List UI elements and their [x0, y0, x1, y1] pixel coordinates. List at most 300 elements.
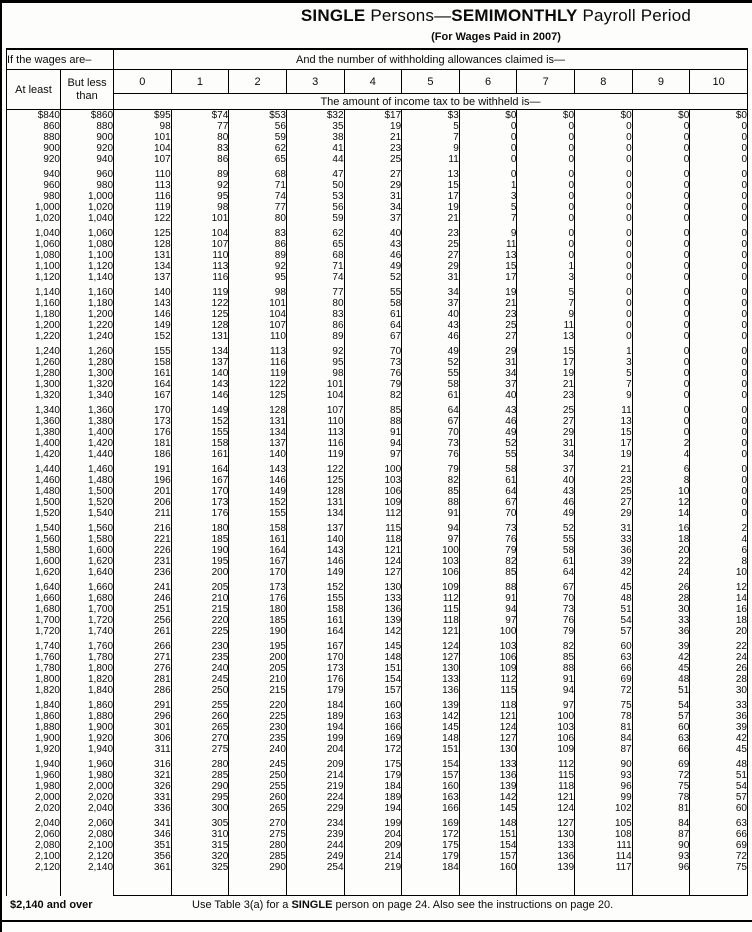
tax-value-cell: 67: [517, 582, 575, 593]
tax-value-cell: 10: [632, 486, 690, 497]
wage-but-less-cell: 1,040: [61, 213, 114, 224]
tax-value-cell: 112: [402, 593, 460, 604]
tax-value-cell: 0: [690, 331, 748, 342]
tax-value-cell: 261: [114, 626, 172, 637]
tax-value-cell: 84: [632, 818, 690, 829]
table-row: [7, 250, 748, 261]
wage-but-less-cell: 1,300: [61, 368, 114, 379]
tax-value-cell: 246: [114, 593, 172, 604]
tax-value-cell: 270: [171, 733, 229, 744]
wage-at-least-cell: 1,020: [34, 213, 60, 224]
tax-value-cell: 176: [171, 508, 229, 519]
wage-but-less-cell: 1,420: [61, 438, 114, 449]
tax-value-cell: 151: [459, 829, 517, 840]
tax-value-cell: $74: [171, 110, 229, 122]
tax-value-cell: 134: [114, 261, 172, 272]
table-body: [7, 110, 748, 896]
tax-value-cell: 25: [517, 405, 575, 416]
tax-value-cell: 0: [575, 213, 633, 224]
tax-value-cell: 0: [575, 309, 633, 320]
tax-value-cell: 0: [690, 191, 748, 202]
wage-but-less-cell: 1,080: [61, 239, 114, 250]
table-row: [7, 744, 748, 755]
wage-at-least-cell: 1,540: [34, 523, 60, 534]
tax-value-cell: 5: [517, 287, 575, 298]
tax-value-cell: 133: [344, 593, 402, 604]
tax-value-cell: 146: [171, 390, 229, 401]
tax-value-cell: 0: [690, 180, 748, 191]
tax-value-cell: 291: [114, 700, 172, 711]
tax-value-cell: 77: [286, 287, 344, 298]
tax-value-cell: 113: [171, 261, 229, 272]
tax-value-cell: 216: [114, 523, 172, 534]
tax-value-cell: 37: [517, 464, 575, 475]
tax-value-cell: 200: [229, 652, 287, 663]
tax-value-cell: 0: [690, 475, 748, 486]
tax-value-cell: 134: [229, 427, 287, 438]
tax-value-cell: 234: [286, 818, 344, 829]
table-row: [7, 652, 748, 663]
allowance-col-header: 7: [517, 70, 575, 94]
tax-value-cell: 134: [171, 346, 229, 357]
tax-value-cell: 30: [690, 685, 748, 696]
wage-but-less-cell: 1,780: [61, 652, 114, 663]
tax-value-cell: 66: [575, 663, 633, 674]
tax-value-cell: 251: [114, 604, 172, 615]
table-row: [7, 449, 748, 460]
tax-value-cell: 128: [286, 486, 344, 497]
tax-value-cell: 51: [690, 770, 748, 781]
tax-value-cell: 166: [402, 803, 460, 814]
tax-value-cell: 56: [229, 121, 287, 132]
tax-value-cell: 106: [402, 567, 460, 578]
tax-value-cell: 73: [344, 357, 402, 368]
tax-value-cell: 189: [286, 711, 344, 722]
tax-value-cell: 12: [690, 582, 748, 593]
tax-value-cell: 21: [517, 379, 575, 390]
tax-value-cell: 140: [171, 368, 229, 379]
tax-value-cell: 199: [286, 733, 344, 744]
tax-value-cell: 82: [402, 475, 460, 486]
tax-value-cell: 175: [344, 759, 402, 770]
tax-value-cell: 0: [690, 390, 748, 401]
tax-value-cell: 157: [402, 770, 460, 781]
wage-at-least-cell: 1,260: [34, 357, 60, 368]
tax-value-cell: 40: [517, 475, 575, 486]
tax-value-cell: 152: [114, 331, 172, 342]
tax-value-cell: 0: [690, 368, 748, 379]
wage-but-less-cell: 1,020: [61, 202, 114, 213]
tax-value-cell: 125: [171, 309, 229, 320]
allowances-group-header: And the number of withholding allowances claimed is—: [114, 49, 748, 70]
tax-value-cell: 155: [171, 427, 229, 438]
tax-value-cell: 124: [517, 803, 575, 814]
table-row: [7, 674, 748, 685]
tax-value-cell: 75: [690, 862, 748, 873]
tax-value-cell: 220: [171, 615, 229, 626]
tax-value-cell: 145: [344, 641, 402, 652]
wage-at-least-cell: 1,600: [34, 556, 60, 567]
tax-value-cell: 17: [575, 438, 633, 449]
table-row: [7, 438, 748, 449]
tax-value-cell: 3: [517, 272, 575, 283]
tax-value-cell: 122: [171, 298, 229, 309]
table-row: [7, 298, 748, 309]
footer-note-post: person on page 24. Also see the instructions on page 20.: [332, 899, 614, 911]
tax-value-cell: 48: [690, 759, 748, 770]
tax-value-cell: 128: [171, 320, 229, 331]
table-row: [7, 416, 748, 427]
tax-value-cell: 31: [344, 191, 402, 202]
tax-value-cell: 0: [575, 169, 633, 180]
tax-value-cell: 249: [286, 851, 344, 862]
tax-value-cell: 36: [632, 626, 690, 637]
block-spacer-cell: [171, 873, 229, 896]
footer-note: [192, 899, 613, 911]
tax-value-cell: 57: [632, 711, 690, 722]
tax-value-cell: 48: [632, 674, 690, 685]
table-row: [7, 711, 748, 722]
tax-value-cell: 25: [402, 239, 460, 250]
tax-value-cell: 90: [575, 759, 633, 770]
tax-value-cell: 79: [344, 379, 402, 390]
tax-value-cell: 0: [690, 357, 748, 368]
tax-value-cell: 74: [229, 191, 287, 202]
tax-value-cell: 31: [402, 272, 460, 283]
tax-value-cell: 320: [171, 851, 229, 862]
tax-value-cell: 210: [171, 593, 229, 604]
wage-but-less-cell: 1,640: [61, 567, 114, 578]
tax-value-cell: 136: [459, 770, 517, 781]
tax-value-cell: 185: [229, 615, 287, 626]
tax-value-cell: 149: [171, 405, 229, 416]
tax-value-cell: 0: [690, 309, 748, 320]
tax-value-cell: 100: [402, 545, 460, 556]
tax-value-cell: 266: [114, 641, 172, 652]
wage-at-least-cell: 1,120: [34, 272, 60, 283]
tax-value-cell: 0: [690, 228, 748, 239]
tax-value-cell: 173: [114, 416, 172, 427]
tax-value-cell: 205: [229, 663, 287, 674]
tax-value-cell: 48: [575, 593, 633, 604]
tax-value-cell: 21: [402, 213, 460, 224]
tax-value-cell: 55: [402, 368, 460, 379]
tax-value-cell: $0: [575, 110, 633, 122]
tax-value-cell: 49: [517, 508, 575, 519]
table-row: [7, 379, 748, 390]
tax-value-cell: 128: [114, 239, 172, 250]
wage-at-least-cell: 1,440: [34, 464, 60, 475]
tax-value-cell: 101: [229, 298, 287, 309]
table-row: [7, 663, 748, 674]
tax-value-cell: 93: [575, 770, 633, 781]
tax-value-cell: 33: [632, 615, 690, 626]
tax-value-cell: 57: [690, 792, 748, 803]
tax-value-cell: 331: [114, 792, 172, 803]
scan-top-edge: [0, 0, 752, 3]
tax-value-cell: 40: [344, 228, 402, 239]
tax-value-cell: 0: [690, 464, 748, 475]
tax-value-cell: 0: [632, 331, 690, 342]
tax-value-cell: 4: [632, 449, 690, 460]
tax-value-cell: 2: [690, 523, 748, 534]
tax-value-cell: 9: [517, 309, 575, 320]
tax-value-cell: 13: [459, 250, 517, 261]
table-row: [7, 427, 748, 438]
tax-value-cell: 99: [575, 792, 633, 803]
wage-at-least-cell: $840: [37, 110, 60, 121]
table-row: [7, 475, 748, 486]
tax-value-cell: 61: [517, 556, 575, 567]
wage-at-least-cell: 860: [43, 121, 60, 132]
tax-value-cell: 224: [286, 792, 344, 803]
tax-value-cell: 94: [402, 523, 460, 534]
tax-value-cell: 55: [517, 534, 575, 545]
tax-value-cell: 214: [286, 770, 344, 781]
tax-value-cell: 225: [229, 711, 287, 722]
tax-value-cell: 122: [114, 213, 172, 224]
tax-value-cell: 22: [632, 556, 690, 567]
tax-value-cell: 241: [114, 582, 172, 593]
tax-value-cell: 125: [114, 228, 172, 239]
wage-but-less-cell: 1,400: [61, 427, 114, 438]
tax-value-cell: 63: [690, 818, 748, 829]
tax-value-cell: 119: [171, 287, 229, 298]
tax-value-cell: 24: [632, 567, 690, 578]
tax-value-cell: 88: [517, 663, 575, 674]
tax-value-cell: 28: [690, 674, 748, 685]
wage-but-less-cell: 1,980: [61, 770, 114, 781]
tax-value-cell: 19: [344, 121, 402, 132]
tax-value-cell: 133: [517, 840, 575, 851]
tax-value-cell: 0: [632, 416, 690, 427]
tax-value-cell: 127: [517, 818, 575, 829]
tax-value-cell: 245: [229, 759, 287, 770]
allowance-col-header: 4: [344, 70, 402, 94]
tax-value-cell: 0: [632, 405, 690, 416]
tax-value-cell: 71: [286, 261, 344, 272]
tax-value-cell: 209: [286, 759, 344, 770]
tax-value-cell: 146: [114, 309, 172, 320]
tax-value-cell: 195: [229, 641, 287, 652]
tax-value-cell: 107: [286, 405, 344, 416]
tax-value-cell: 54: [690, 781, 748, 792]
tax-value-cell: 290: [229, 862, 287, 873]
tax-value-cell: 185: [171, 534, 229, 545]
tax-value-cell: 245: [171, 674, 229, 685]
table-row: [7, 685, 748, 696]
tax-value-cell: 0: [632, 368, 690, 379]
wage-at-least-cell: 940: [43, 169, 60, 180]
tax-value-cell: 215: [229, 685, 287, 696]
tax-value-cell: 34: [517, 449, 575, 460]
table-row: [7, 593, 748, 604]
tax-value-cell: 77: [229, 202, 287, 213]
tax-value-cell: 103: [344, 475, 402, 486]
tax-value-cell: 124: [402, 641, 460, 652]
tax-value-cell: 356: [114, 851, 172, 862]
tax-value-cell: 179: [286, 685, 344, 696]
tax-value-cell: 42: [632, 652, 690, 663]
tax-value-cell: 0: [632, 309, 690, 320]
tax-value-cell: $0: [690, 110, 748, 122]
tax-value-cell: 9: [402, 143, 460, 154]
tax-value-cell: 219: [344, 862, 402, 873]
tax-value-cell: 158: [229, 523, 287, 534]
tax-value-cell: 139: [459, 781, 517, 792]
tax-value-cell: 137: [229, 438, 287, 449]
tax-value-cell: 2: [632, 438, 690, 449]
tax-value-cell: 0: [575, 202, 633, 213]
tax-value-cell: $95: [114, 110, 172, 122]
tax-value-cell: 0: [575, 298, 633, 309]
tax-value-cell: 115: [344, 523, 402, 534]
tax-value-cell: 67: [402, 416, 460, 427]
wage-but-less-cell: 1,900: [61, 722, 114, 733]
tax-value-cell: 164: [286, 626, 344, 637]
tax-value-cell: 16: [632, 523, 690, 534]
wage-but-less-cell: 1,120: [61, 261, 114, 272]
tax-value-cell: 3: [575, 357, 633, 368]
tax-value-cell: 173: [229, 582, 287, 593]
tax-value-cell: 0: [575, 180, 633, 191]
tax-value-cell: 158: [286, 604, 344, 615]
table-row: [7, 545, 748, 556]
tax-value-cell: 136: [402, 685, 460, 696]
tax-value-cell: 27: [517, 416, 575, 427]
tax-value-cell: 130: [517, 829, 575, 840]
wage-but-less-cell: 1,660: [61, 582, 114, 593]
tax-value-cell: 31: [575, 523, 633, 534]
tax-value-cell: 27: [344, 169, 402, 180]
tax-value-cell: 275: [171, 744, 229, 755]
tax-value-cell: 0: [575, 239, 633, 250]
tax-value-cell: 76: [517, 615, 575, 626]
tax-value-cell: 0: [690, 287, 748, 298]
tax-value-cell: 113: [114, 180, 172, 191]
header-row-groups: [7, 49, 748, 70]
tax-value-cell: 118: [344, 534, 402, 545]
tax-value-cell: 64: [517, 567, 575, 578]
wage-but-less-cell: 1,380: [61, 416, 114, 427]
tax-value-cell: 215: [171, 604, 229, 615]
tax-value-cell: 116: [114, 191, 172, 202]
tax-value-cell: 91: [517, 674, 575, 685]
tax-value-cell: 85: [402, 486, 460, 497]
tax-value-cell: 58: [402, 379, 460, 390]
tax-value-cell: 167: [114, 390, 172, 401]
tax-value-cell: 89: [171, 169, 229, 180]
tax-value-cell: 160: [459, 862, 517, 873]
tax-value-cell: 94: [459, 604, 517, 615]
tax-value-cell: 260: [229, 792, 287, 803]
tax-value-cell: 18: [690, 615, 748, 626]
tax-value-cell: 17: [517, 357, 575, 368]
tax-value-cell: 73: [517, 604, 575, 615]
tax-value-cell: 19: [402, 202, 460, 213]
tax-value-cell: 0: [575, 191, 633, 202]
tax-value-cell: 161: [114, 368, 172, 379]
tax-value-cell: 306: [114, 733, 172, 744]
tax-value-cell: 152: [229, 497, 287, 508]
tax-value-cell: 0: [517, 202, 575, 213]
tax-value-cell: 7: [517, 298, 575, 309]
tax-value-cell: 17: [459, 272, 517, 283]
table-row: [7, 309, 748, 320]
tax-value-cell: 0: [632, 228, 690, 239]
tax-value-cell: 33: [690, 700, 748, 711]
tax-value-cell: 0: [517, 180, 575, 191]
tax-value-cell: 122: [286, 464, 344, 475]
tax-value-cell: 0: [517, 132, 575, 143]
tax-value-cell: 131: [229, 416, 287, 427]
tax-value-cell: 133: [402, 674, 460, 685]
tax-value-cell: 163: [402, 792, 460, 803]
table-row: [7, 534, 748, 545]
tax-value-cell: 134: [286, 508, 344, 519]
allowance-col-header: 8: [575, 70, 633, 94]
tax-value-cell: 67: [459, 497, 517, 508]
tax-value-cell: 118: [517, 781, 575, 792]
tax-value-cell: 235: [229, 733, 287, 744]
tax-value-cell: 127: [402, 652, 460, 663]
tax-value-cell: 110: [286, 416, 344, 427]
tax-value-cell: 14: [690, 593, 748, 604]
tax-value-cell: 0: [459, 121, 517, 132]
tax-value-cell: 0: [517, 169, 575, 180]
tax-value-cell: 26: [690, 663, 748, 674]
tax-value-cell: 29: [402, 261, 460, 272]
tax-value-cell: 209: [344, 840, 402, 851]
tax-value-cell: 0: [690, 379, 748, 390]
tax-value-cell: 175: [402, 840, 460, 851]
tax-value-cell: 127: [344, 567, 402, 578]
tax-value-cell: 148: [459, 818, 517, 829]
table-row: [7, 202, 748, 213]
tax-value-cell: 109: [459, 663, 517, 674]
wage-at-least-cell: 1,400: [34, 438, 60, 449]
tax-value-cell: 230: [171, 641, 229, 652]
tax-value-cell: 137: [171, 357, 229, 368]
tax-value-cell: 186: [114, 449, 172, 460]
tax-value-cell: 0: [690, 239, 748, 250]
tax-value-cell: 93: [632, 851, 690, 862]
tax-value-cell: 184: [286, 700, 344, 711]
tax-value-cell: 0: [517, 191, 575, 202]
table-row: [7, 486, 748, 497]
tax-value-cell: 326: [114, 781, 172, 792]
wage-but-less-cell: 1,200: [61, 309, 114, 320]
tax-value-cell: 119: [286, 449, 344, 460]
tax-value-cell: 0: [575, 228, 633, 239]
tax-value-cell: 33: [575, 534, 633, 545]
tax-value-cell: 62: [286, 228, 344, 239]
tax-value-cell: 139: [344, 615, 402, 626]
tax-value-cell: 103: [402, 556, 460, 567]
tax-value-cell: 86: [229, 239, 287, 250]
table-row: [7, 604, 748, 615]
tax-value-cell: 143: [114, 298, 172, 309]
tax-value-cell: 0: [632, 379, 690, 390]
tax-value-cell: 0: [632, 287, 690, 298]
tax-value-cell: 117: [575, 862, 633, 873]
tax-value-cell: 173: [286, 663, 344, 674]
tax-value-cell: 66: [690, 829, 748, 840]
tax-value-cell: 164: [114, 379, 172, 390]
wage-but-less-cell: 1,800: [61, 663, 114, 674]
allowance-col-header: 0: [114, 70, 172, 94]
tax-value-cell: 290: [171, 781, 229, 792]
